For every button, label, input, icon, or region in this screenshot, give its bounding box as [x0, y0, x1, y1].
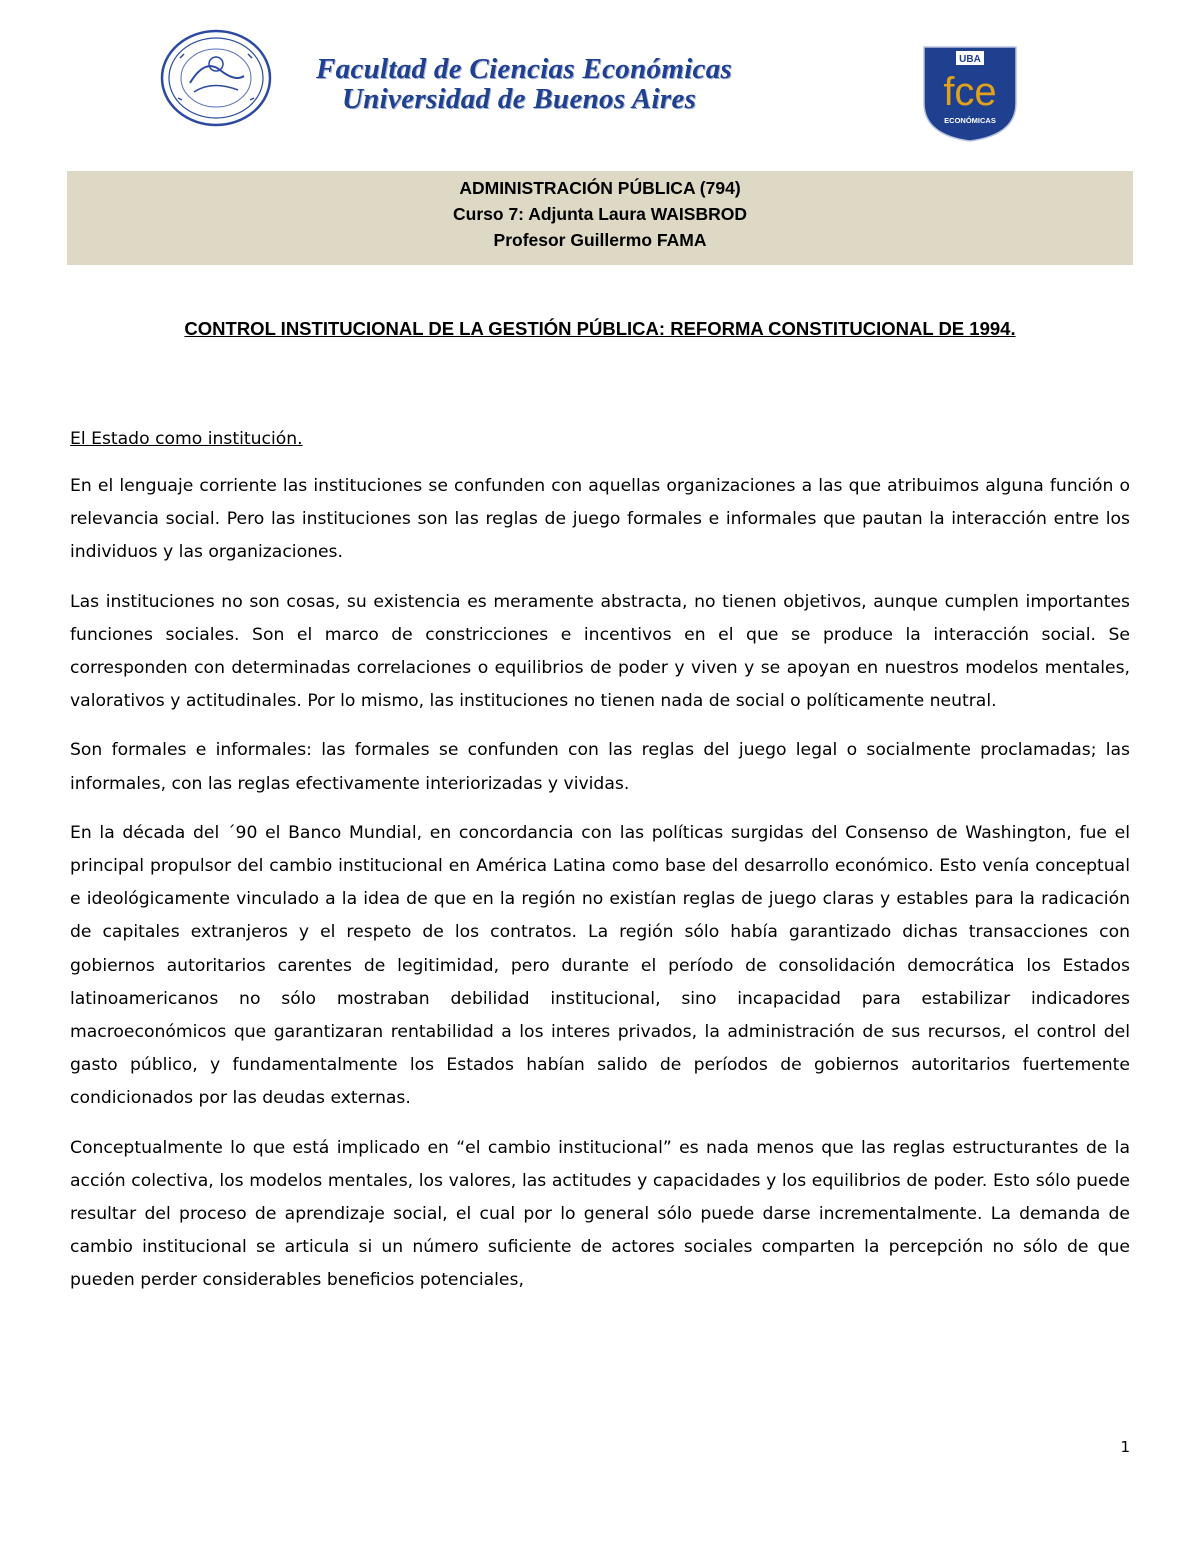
course-section: Curso 7: Adjunta Laura WAISBROD — [453, 204, 747, 224]
paragraph: En el lenguaje corriente las instituciones se confunden con aquellas organizaciones a las que atribuimos alguna función o relevancia social. Pero las instituciones son las reglas de juego formales e informales que pautan la interacción entre los individuos y las organizaciones. — [70, 476, 1130, 563]
paragraph: En la década del ´90 el Banco Mundial, en concordancia con las políticas surgidas del Consenso de Washington, fue el principal propulsor del cambio institucional en América Latina como base del desarrollo económico. Esto venía conceptual e ideológicamente vinculado a la idea de que en la región no existían reglas de juego claras y estables para la radicación de capitales extranjeros y el respeto de los contratos. La región sólo había garantizado dichas transacciones con gobiernos autoritarios carentes de legitimidad, pero durante el período de consolidación democrática los Estados latinoamericanos no sólo mostraban debilidad institucional, sino incapacidad para estabilizar indicadores macroeconómicos que garantizaran rentabilidad a los interes privados, la administración de sus recursos, el control del gasto público, y fundamentalmente los Estados habían salido de períodos de gobiernos autoritarios fuertemente condicionados por las deudas externas. — [70, 822, 1130, 1109]
paragraph: Son formales e informales: las formales se confunden con las reglas del juego legal o socialmente proclamadas; las informales, con las reglas efectivamente interiorizadas y vividas. — [70, 740, 1130, 794]
badge-main-text: fce — [943, 70, 997, 114]
university-seal-icon — [160, 28, 272, 128]
section-heading: El Estado como institución. — [70, 429, 303, 449]
faculty-name: Facultad de Ciencias Económicas — [316, 53, 733, 85]
faculty-title — [316, 54, 836, 114]
page-header — [0, 0, 1200, 150]
page-number: 1 — [1120, 1438, 1130, 1456]
fce-badge-logo — [920, 43, 1020, 143]
paragraph: Conceptualmente lo que está implicado en “el cambio institucional” es nada menos que las reglas estructurantes de la acción colectiva, los modelos mentales, los valores, las actitudes y capacidades y los equilibrios de poder. Esto sólo puede resultar del proceso de aprendizaje social, el cual por lo general sólo puede darse incrementalmente. La demanda de cambio institucional se articula si un número suficiente de actores sociales comparten la percepción no sólo de que pueden perder considerables beneficios potenciales, — [70, 1137, 1130, 1291]
document-body — [70, 424, 1130, 1314]
document-title: CONTROL INSTITUCIONAL DE LA GESTIÓN PÚBLICA: REFORMA CONSTITUCIONAL DE 1994. — [184, 318, 1016, 339]
university-name: Universidad de Buenos Aires — [342, 83, 697, 115]
badge-sub-text: ECONÓMICAS — [944, 116, 996, 125]
course-professor: Profesor Guillermo FAMA — [493, 230, 707, 250]
course-info-box — [67, 171, 1133, 265]
badge-top-text: UBA — [959, 54, 981, 65]
paragraph: Las instituciones no son cosas, su existencia es meramente abstracta, no tienen objetivos, aunque cumplen importantes funciones sociales. Son el marco de constricciones e incentivos en el que se produce la interacción social. Se corresponden con determinadas correlaciones o equilibrios de poder y viven y se apoyan en nuestros modelos mentales, valorativos y actitudinales. Por lo mismo, las instituciones no tienen nada de social o políticamente neutral. — [70, 591, 1130, 712]
course-name: ADMINISTRACIÓN PÚBLICA (794) — [459, 178, 741, 198]
